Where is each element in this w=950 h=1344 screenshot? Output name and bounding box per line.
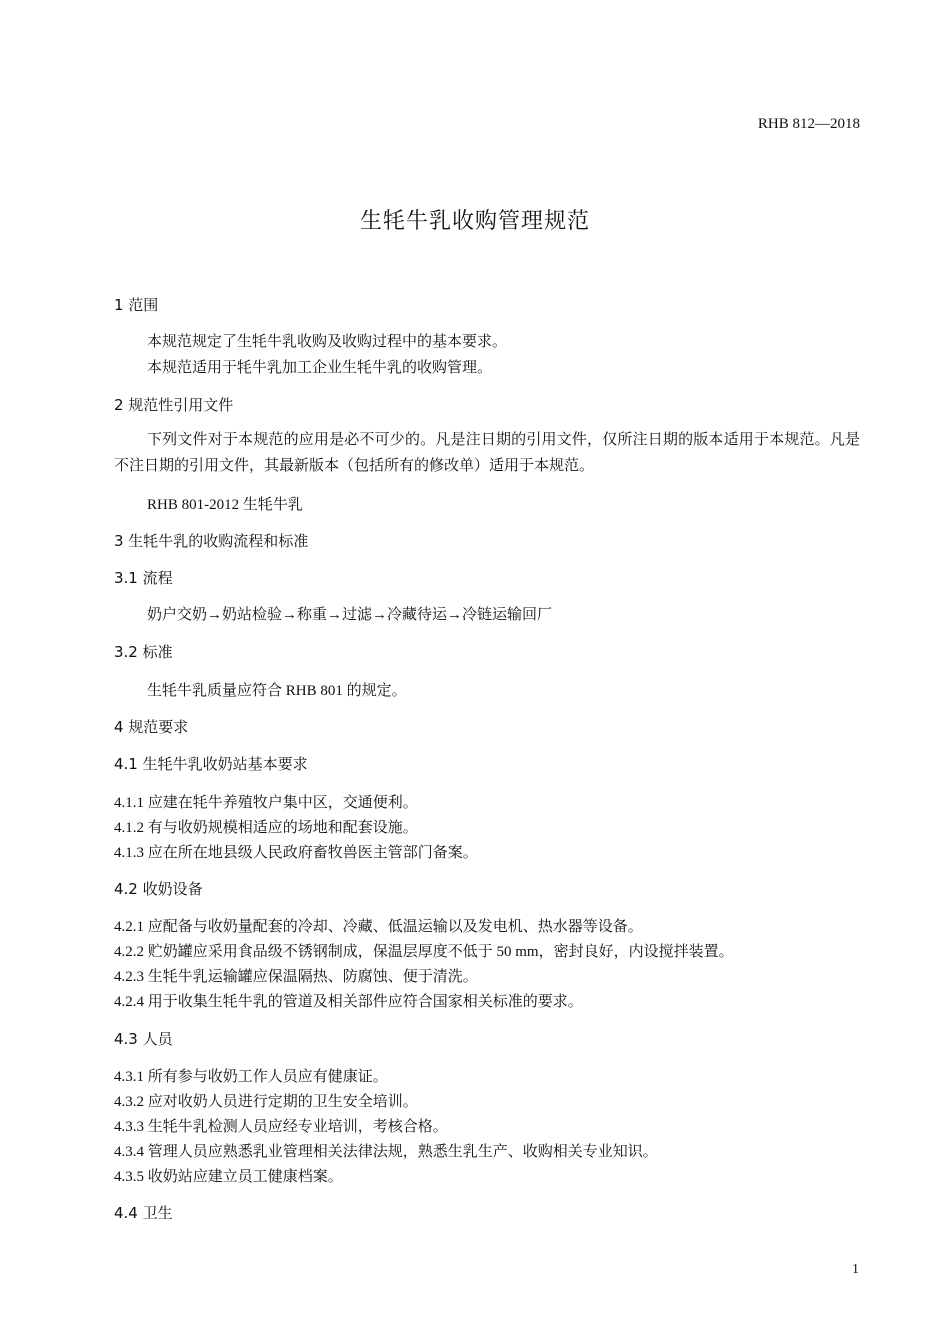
clause-4-2-1: 4.2.1 应配备与收奶量配套的冷却、冷藏、低温运输以及发电机、热水器等设备。 <box>114 919 643 935</box>
clause-4-3-3: 4.3.3 生牦牛乳检测人员应经专业培训，考核合格。 <box>114 1119 448 1135</box>
clause-4-2-3: 4.2.3 生牦牛乳运输罐应保温隔热、防腐蚀、便于清洗。 <box>114 969 478 985</box>
section-heading-normative-references: 2 规范性引用文件 <box>114 396 234 414</box>
section-heading-process: 3 生牦牛乳的收购流程和标准 <box>114 532 309 550</box>
clause-4-2-4: 4.2.4 用于收集生牦牛乳的管道及相关部件应符合国家相关标准的要求。 <box>114 994 583 1010</box>
subsection-heading-standard: 3.2 标准 <box>114 643 173 661</box>
standard-code: RHB 812—2018 <box>757 116 860 132</box>
document-title: 生牦牛乳收购管理规范 <box>359 209 590 234</box>
flow-paragraph: 奶户交奶→奶站检验→称重→过滤→冷藏待运→冷链运输回厂 <box>147 607 553 623</box>
subsection-heading-station: 4.1 生牦牛乳收奶站基本要求 <box>114 755 308 773</box>
clause-4-3-5: 4.3.5 收奶站应建立员工健康档案。 <box>114 1169 343 1185</box>
subsection-heading-personnel: 4.3 人员 <box>114 1030 173 1048</box>
clause-4-1-1: 4.1.1 应建在牦牛养殖牧户集中区，交通便利。 <box>114 795 418 811</box>
clause-4-2-2: 4.2.2 贮奶罐应采用食品级不锈钢制成，保温层厚度不低于 50 mm，密封良好，内设搅拌装置。 <box>114 944 734 960</box>
section-heading-requirements: 4 规范要求 <box>114 718 189 736</box>
clause-4-3-1: 4.3.1 所有参与收奶工作人员应有健康证。 <box>114 1069 388 1085</box>
page-number: 1 <box>852 1262 859 1277</box>
scope-paragraph-2: 本规范适用于牦牛乳加工企业生牦牛乳的收购管理。 <box>147 360 493 376</box>
clause-4-1-2: 4.1.2 有与收奶规模相适应的场地和配套设施。 <box>114 820 418 836</box>
clause-4-3-2: 4.3.2 应对收奶人员进行定期的卫生安全培训。 <box>114 1094 418 1110</box>
clause-4-3-4: 4.3.4 管理人员应熟悉乳业管理相关法律法规，熟悉生乳生产、收购相关专业知识。 <box>114 1144 658 1160</box>
subsection-heading-flow: 3.1 流程 <box>114 569 173 587</box>
normative-references-paragraph: 下列文件对于本规范的应用是必不可少的。凡是注日期的引用文件，仅所注日期的版本适用于本规范。凡是不注日期的引用文件，其最新版本（包括所有的修改单）适用于本规范。 <box>114 432 860 474</box>
section-heading-scope: 1 范围 <box>114 296 159 314</box>
standard-paragraph: 生牦牛乳质量应符合 RHB 801 的规定。 <box>147 683 407 699</box>
subsection-heading-hygiene: 4.4 卫生 <box>114 1204 173 1222</box>
subsection-heading-equipment: 4.2 收奶设备 <box>114 880 203 898</box>
scope-paragraph-1: 本规范规定了生牦牛乳收购及收购过程中的基本要求。 <box>147 334 508 350</box>
clause-4-1-3: 4.1.3 应在所在地县级人民政府畜牧兽医主管部门备案。 <box>114 845 478 861</box>
reference-item: RHB 801-2012 生牦牛乳 <box>147 497 303 513</box>
